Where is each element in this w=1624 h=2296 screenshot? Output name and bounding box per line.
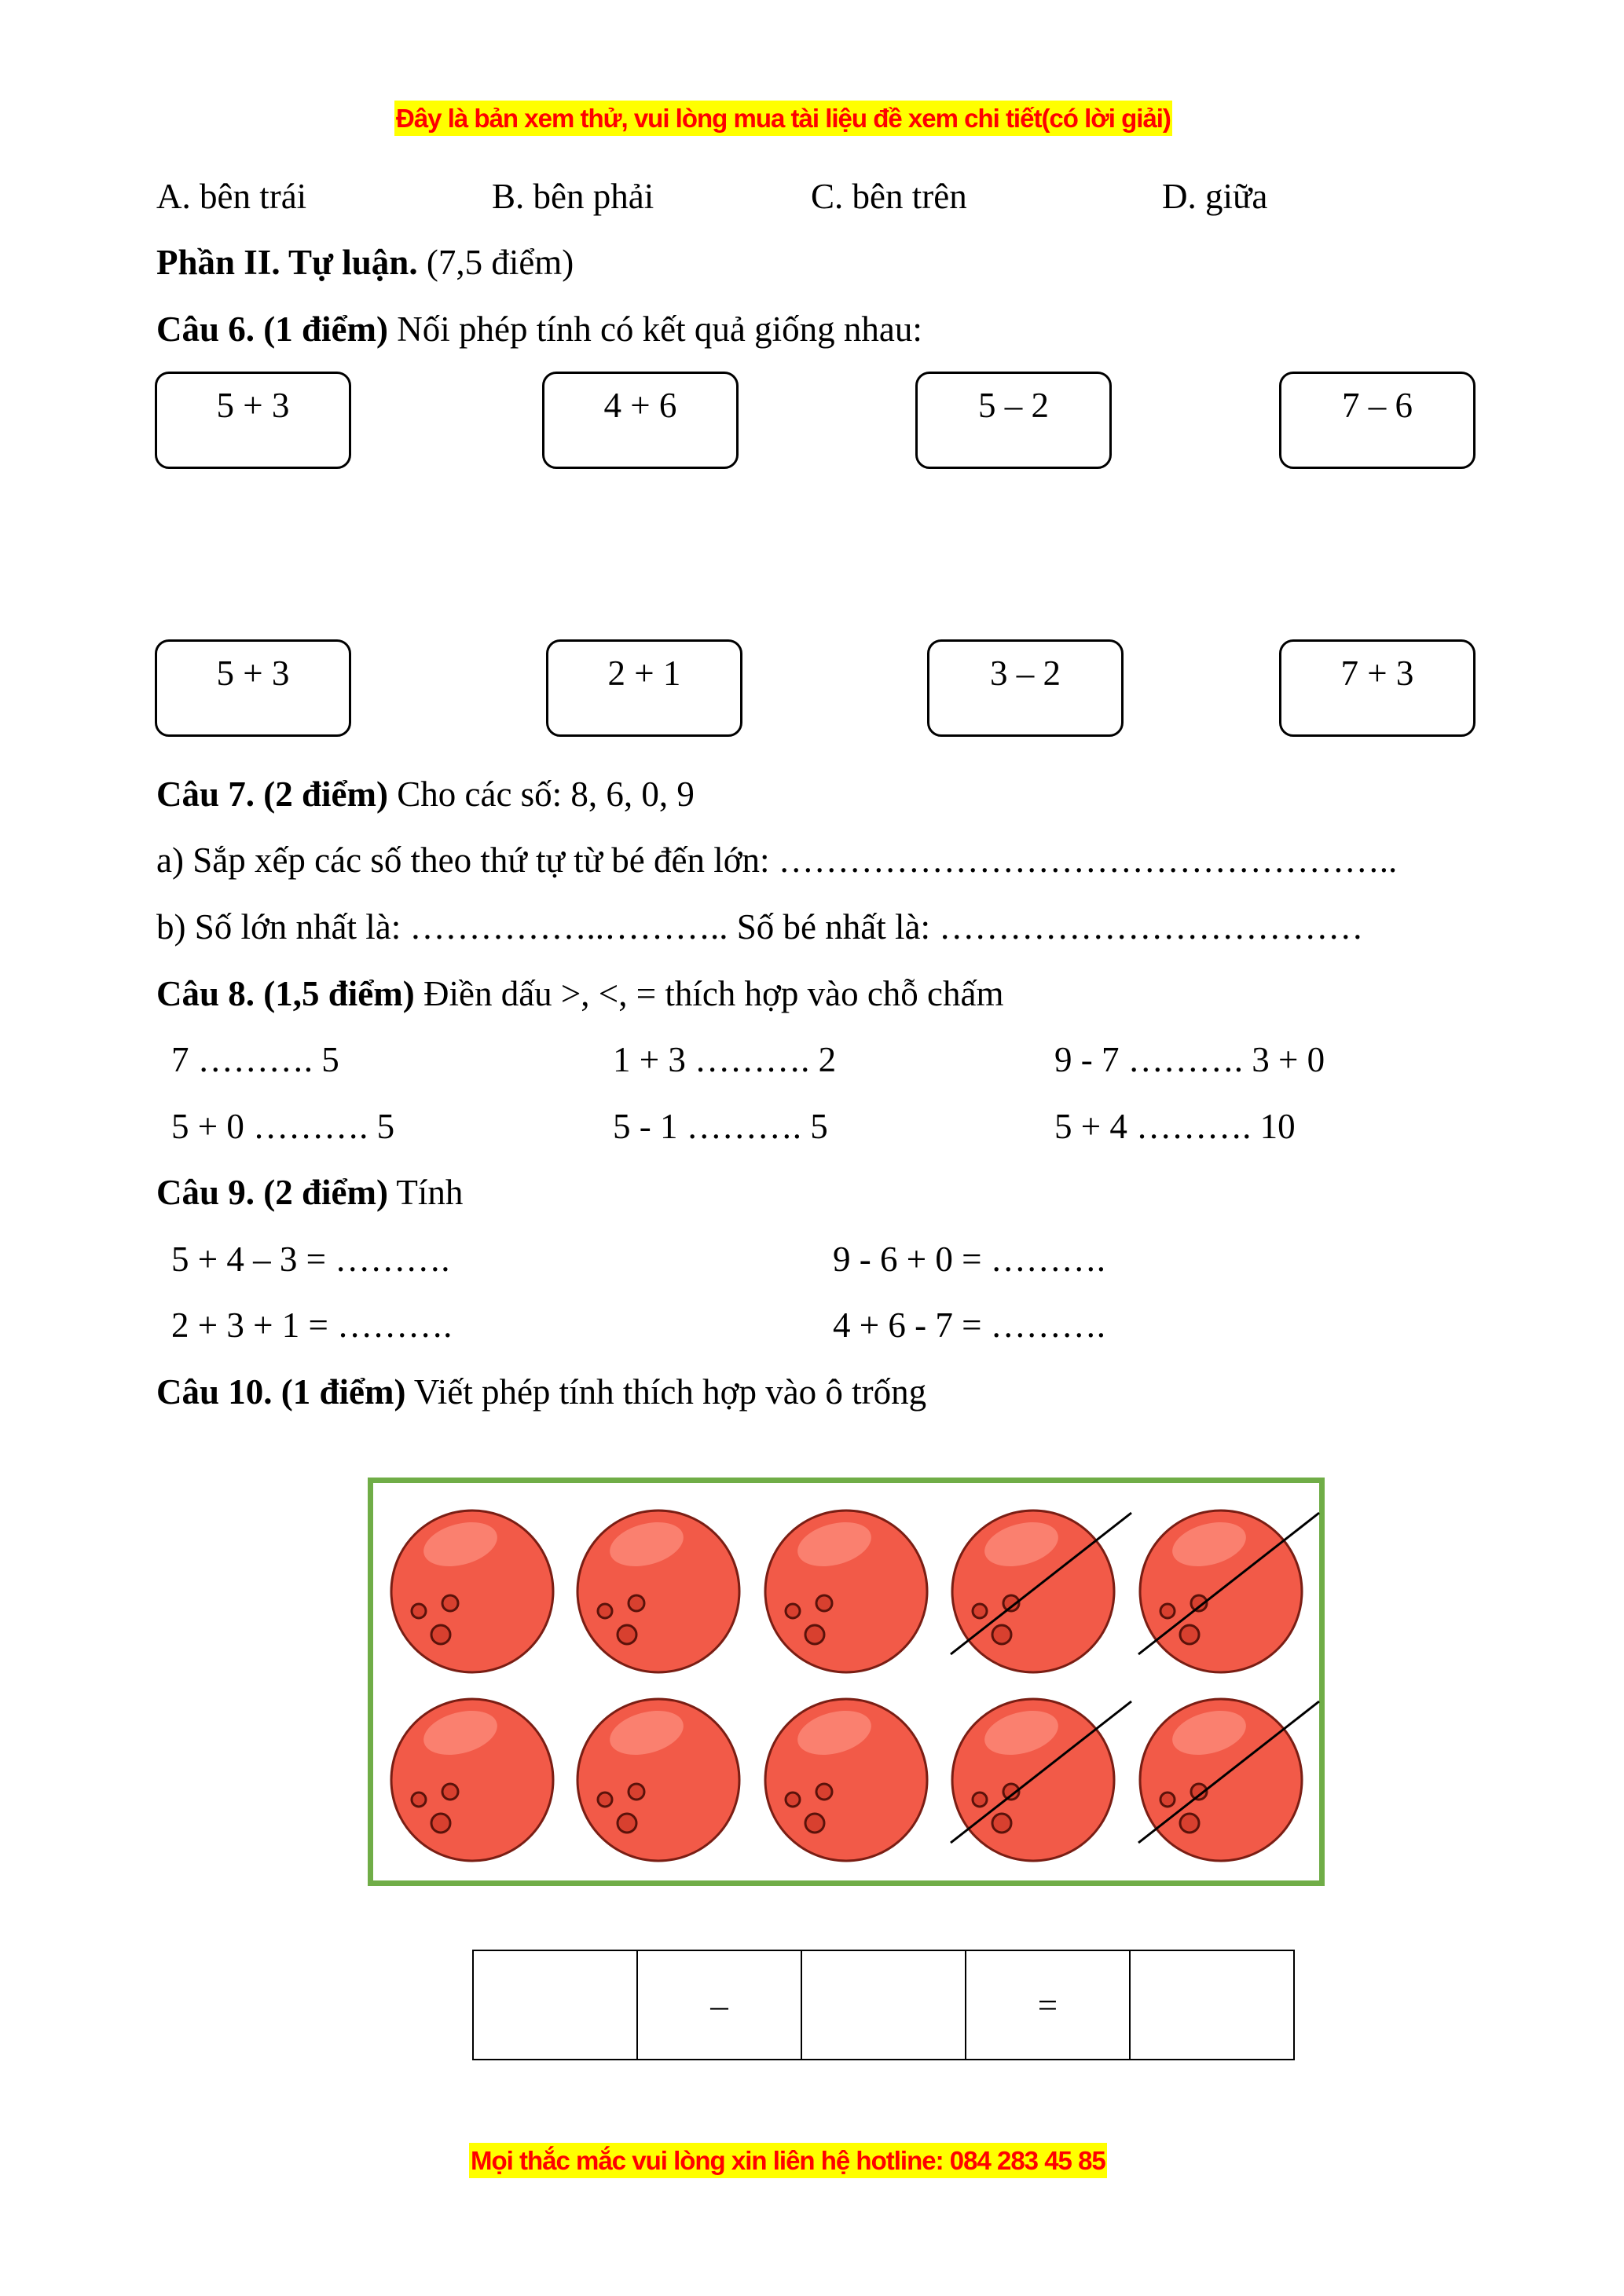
q8-item: 9 - 7 ………. 3 + 0 [1054,1040,1325,1079]
q6-bottom-box-1: 5 + 3 [155,639,351,737]
q8-item: 1 + 3 ………. 2 [613,1040,837,1079]
q6-top-box-2: 4 + 6 [542,372,739,469]
q9-text: Tính [387,1173,464,1212]
q6-top-box-4: 7 – 6 [1279,372,1476,469]
q10-label: Câu 10. (1 điểm) [156,1372,406,1412]
q7-label: Câu 7. (2 điểm) [156,774,388,814]
q9-item: 2 + 3 + 1 = ………. [171,1305,453,1345]
q6-text: Nối phép tính có kết quả giống nhau: [387,309,922,349]
q10-text: Viết phép tính thích hợp vào ô trống [405,1372,927,1412]
q6-bottom-box-3: 3 – 2 [927,639,1124,737]
ball [951,1699,1131,1861]
q6-top-box-1: 5 + 3 [155,372,351,469]
answer-cell-2[interactable] [801,1950,966,2060]
ball [1138,1699,1319,1861]
q9-label: Câu 9. (2 điểm) [156,1173,388,1212]
q7-b: b) Số lớn nhất là: ……………..……….. Số bé nhất là: ……………………………… [156,907,1364,947]
ball [951,1511,1131,1672]
preview-notice: Đây là bản xem thử, vui lòng mua tài liệu đề xem chi tiết(có lời giải) [394,101,1172,136]
ball [577,1511,739,1672]
ball [765,1699,927,1861]
q8-item: 5 + 4 ………. 10 [1054,1107,1296,1146]
q6-top-box-3: 5 – 2 [915,372,1112,469]
part2-points: (7,5 điểm) [417,243,574,282]
q9-item: 5 + 4 – 3 = ………. [171,1240,450,1279]
q8-text: Điền dấu >, <, = thích hợp vào chỗ chấm [414,974,1004,1013]
answer-cell-result[interactable] [1130,1950,1294,2060]
answer-cell-operator: – [637,1950,801,2060]
ball [1138,1511,1319,1672]
answer-cell-equals: = [966,1950,1130,2060]
q9-item: 9 - 6 + 0 = ………. [833,1240,1105,1279]
answer-table [472,1950,1295,2060]
q6-bottom-box-4: 7 + 3 [1279,639,1476,737]
option-c: C. bên trên [811,177,967,216]
q6-bottom-box-2: 2 + 1 [546,639,742,737]
option-a: A. bên trái [156,177,307,216]
option-d: D. giữa [1162,177,1268,216]
ball [577,1699,739,1861]
q8-item: 5 + 0 ………. 5 [171,1107,395,1146]
option-b: B. bên phải [492,177,654,216]
part2-title: Phần II. Tự luận. [156,243,418,282]
ball [391,1511,553,1672]
q6-label: Câu 6. (1 điểm) [156,309,388,349]
hotline-notice: Mọi thắc mắc vui lòng xin liên hệ hotline: 084 283 45 85 [469,2143,1107,2178]
q9-item: 4 + 6 - 7 = ………. [833,1305,1105,1345]
q8-item: 7 ………. 5 [171,1040,339,1079]
ball [391,1699,553,1861]
ball [765,1511,927,1672]
q8-label: Câu 8. (1,5 điểm) [156,974,415,1013]
q7-a: a) Sắp xếp các số theo thứ tự từ bé đến lớn: …………………………………………….. [156,840,1398,880]
answer-cell-1[interactable] [473,1950,637,2060]
q8-item: 5 - 1 ………. 5 [613,1107,828,1146]
q7-text: Cho các số: 8, 6, 0, 9 [387,774,695,814]
